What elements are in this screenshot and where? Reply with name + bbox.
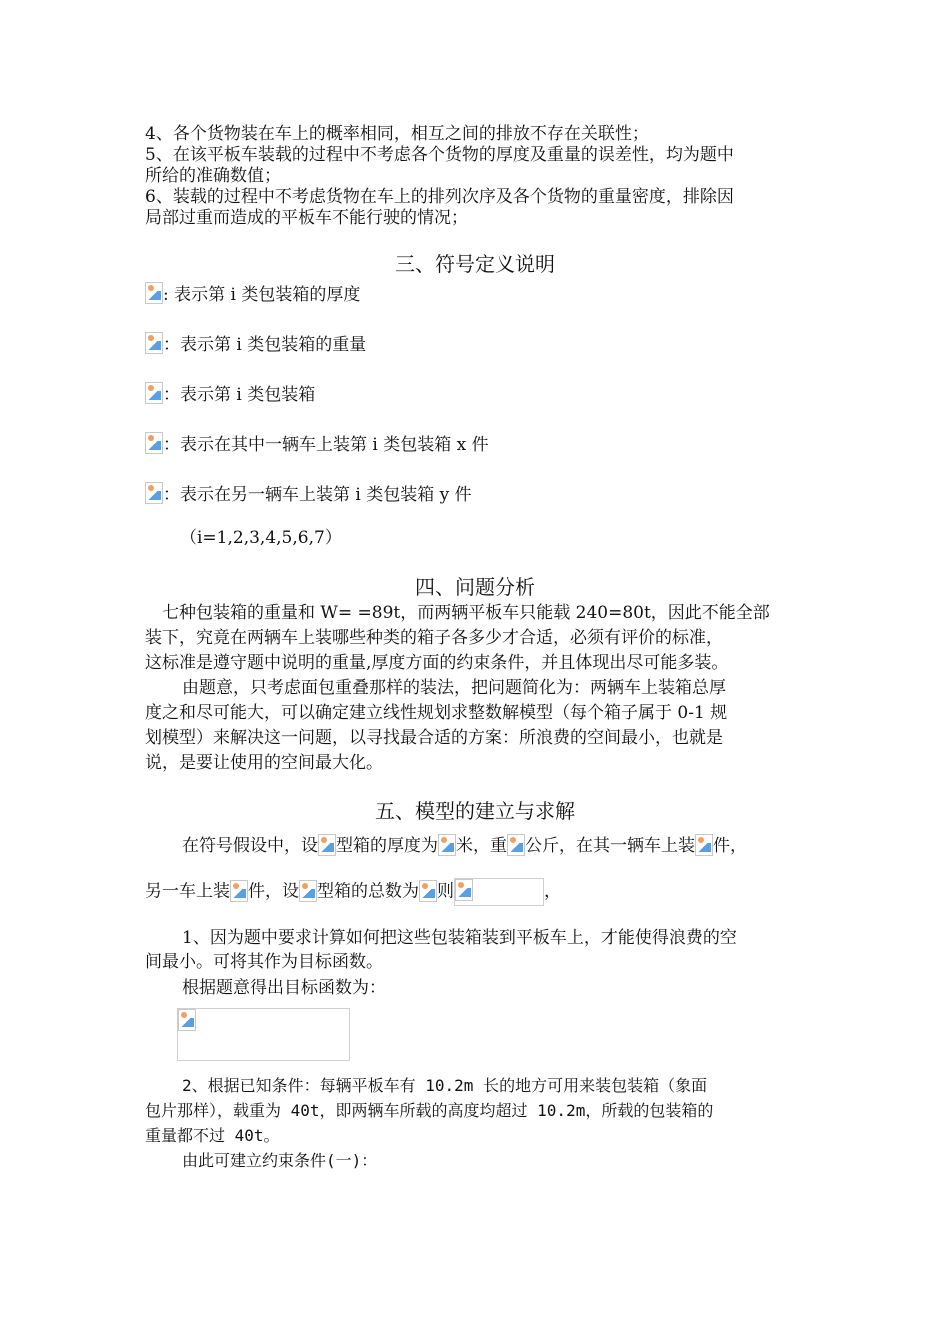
formula-image-icon: [145, 332, 163, 354]
analysis-p1-line2: 装下，究竟在两辆车上装哪些种类的箱子各多少才合适，必须有评价的标准，: [145, 628, 723, 648]
analysis-p2-line1: 由题意，只考虑面包重叠那样的装法，把问题简化为：两辆车上装箱总厚: [182, 678, 726, 698]
symbol-def-y: ：表示在另一辆车上装第 i 类包装箱 y 件: [145, 482, 472, 507]
assumption-5-line2: 所给的准确数值；: [145, 166, 281, 186]
formula-image-icon: [145, 482, 163, 504]
formula-image-icon: [145, 382, 163, 404]
formula-image-icon: [507, 834, 525, 856]
analysis-p2-line3: 划模型）来解决这一问题，以寻找最合适的方案：所浪费的空间最小，也就是: [145, 728, 723, 748]
analysis-p2-line4: 说，是要让使用的空间最大化。: [145, 753, 383, 773]
model-setup-line1: 在符号假设中，设 型箱的厚度为 米，重 公斤，在其一辆车上装 件，: [182, 836, 747, 856]
objective-formula-image: [177, 1008, 350, 1061]
assumption-5-line1: 5、在该平板车装载的过程中不考虑各个货物的厚度及重量的误差性，均为题中: [145, 145, 734, 165]
constraint-p-line3: 重量都不过 40t。: [145, 1126, 280, 1145]
constraint-intro: 由此可建立约束条件(一)：: [182, 1151, 378, 1170]
objective-intro: 根据题意得出目标函数为：: [182, 978, 386, 998]
formula-image-icon: [695, 834, 713, 856]
section-4-title: 四、问题分析: [415, 575, 535, 599]
formula-image-icon: [318, 834, 336, 856]
symbol-def-thickness: : 表示第 i 类包装箱的厚度: [145, 282, 360, 307]
formula-image-icon: [145, 282, 163, 304]
index-note: （i=1,2,3,4,5,6,7）: [180, 528, 342, 548]
formula-image-icon: [438, 834, 456, 856]
formula-image-icon: [178, 1009, 196, 1031]
assumption-6-line2: 局部过重而造成的平板车不能行驶的情况；: [145, 208, 468, 228]
symbol-def-box: ：表示第 i 类包装箱: [145, 382, 315, 407]
objective-p1-line1: 1、因为题中要求计算如何把这些包装箱装到平板车上，才能使得浪费的空: [182, 928, 737, 948]
analysis-p2-line2: 度之和尽可能大，可以确定建立线性规划求整数解模型（每个箱子属于 0-1 规: [145, 703, 728, 723]
formula-frame: [454, 878, 544, 906]
symbol-def-x: ：表示在其中一辆车上装第 i 类包装箱 x 件: [145, 432, 489, 457]
symbol-def-weight: ：表示第 i 类包装箱的重量: [145, 332, 366, 357]
formula-image-icon: [299, 880, 317, 902]
formula-image-icon: [230, 880, 248, 902]
constraint-p-line2: 包片那样），载重为 40t，即两辆车所载的高度均超过 10.2m，所载的包装箱的: [145, 1101, 714, 1120]
assumption-6-line1: 6、装载的过程中不考虑货物在车上的排列次序及各个货物的重量密度，排除因: [145, 187, 734, 207]
objective-p1-line2: 间最小。可将其作为目标函数。: [145, 952, 383, 972]
section-5-title: 五、模型的建立与求解: [375, 799, 575, 823]
constraint-p-line1: 2、根据已知条件：每辆平板车有 10.2m 长的地方可用来装包装箱（象面: [182, 1076, 708, 1095]
assumption-4: 4、各个货物装在车上的概率相同，相互之间的排放不存在关联性；: [145, 124, 649, 144]
formula-image-icon: [145, 432, 163, 454]
analysis-p1-line1: 七种包装箱的重量和 W= =89t，而两辆平板车只能载 240=80t，因此不能全部: [162, 603, 770, 623]
analysis-p1-line3: 这标准是遵守题中说明的重量,厚度方面的约束条件，并且体现出尽可能多装。: [145, 653, 729, 673]
formula-image-icon: [419, 880, 437, 902]
model-setup-line2: 另一车上装 件，设 型箱的总数为 则 ，: [145, 878, 810, 906]
section-3-title: 三、符号定义说明: [395, 252, 555, 276]
formula-image-icon: [455, 879, 473, 901]
